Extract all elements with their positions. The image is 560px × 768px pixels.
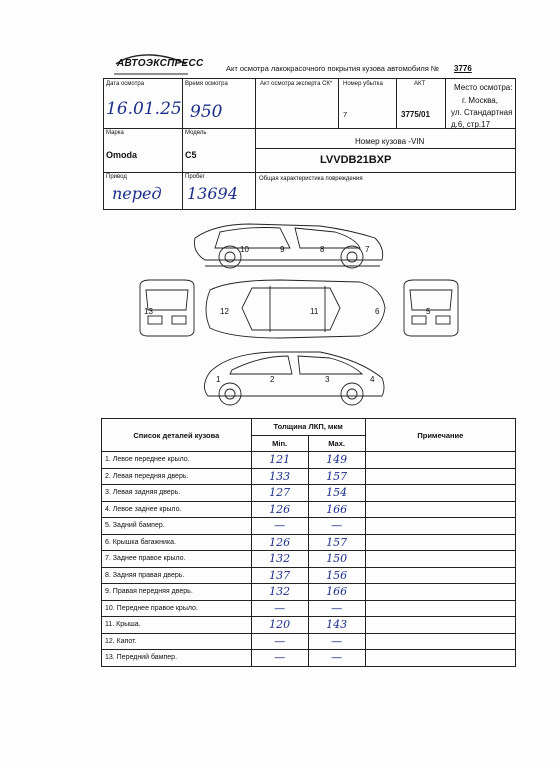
mileage-value: 13694 [187,184,238,203]
table-row [102,567,516,584]
diagram-number: 11 [310,307,319,316]
col-min-header: Min. [251,435,308,452]
max-value: — [308,518,365,535]
max-value: 166 [308,501,365,518]
vin-label: Номер кузова -VIN [355,137,425,146]
min-value: 127 [251,485,308,502]
max-value: 150 [308,551,365,568]
place-line-2: ул. Стандартная [451,108,513,117]
model-label: Модель [185,130,207,136]
damage-number-value: 7 [343,110,348,119]
table-row [102,584,516,601]
note-cell [365,567,515,584]
diagram-number: 9 [280,245,285,254]
part-name: 2. Левая передняя дверь. [102,468,252,485]
paint-thickness-table [101,418,516,667]
mileage-label: Пробег [185,174,205,180]
col-note-header: Примечание [365,419,515,452]
part-name: 5. Задний бампер. [102,518,252,535]
info-grid [103,78,516,210]
table-row [102,518,516,535]
diagram-number: 7 [365,245,370,254]
min-value: 132 [251,551,308,568]
note-cell [365,485,515,502]
note-cell [365,501,515,518]
diagram-number: 12 [220,307,229,316]
date-label: Дата осмотра [106,81,145,87]
table-row [102,534,516,551]
table-row [102,452,516,469]
diagram-number: 8 [320,245,325,254]
note-cell [365,617,515,634]
document-number: 3776 [454,64,472,73]
note-cell [365,584,515,601]
drive-label: Привод [106,174,127,180]
part-name: 10. Переднее правое крыло. [102,600,252,617]
act-label: АКТ [414,81,426,87]
min-value: — [251,518,308,535]
note-cell [365,650,515,667]
max-value: 166 [308,584,365,601]
place-line-3: д.6, стр.17 [451,120,491,129]
note-cell [365,600,515,617]
min-value: 132 [251,584,308,601]
model-value: C5 [185,150,197,160]
parts-table-body [102,452,516,667]
max-value: — [308,600,365,617]
min-value: — [251,650,308,667]
drive-value: перед [112,184,162,203]
note-cell [365,551,515,568]
min-value: 133 [251,468,308,485]
table-row [102,501,516,518]
diagram-number: 2 [270,375,275,384]
max-value: 156 [308,567,365,584]
part-name: 9. Правая передняя дверь. [102,584,252,601]
min-value: 137 [251,567,308,584]
col-max-header: Max. [308,435,365,452]
part-name: 11. Крыша. [102,617,252,634]
damage-description-label: Общая характеристика повреждения [259,176,363,182]
note-cell [365,452,515,469]
diagram-number: 3 [325,375,330,384]
act-value: 3775/01 [401,110,430,119]
diagram-number: 6 [375,307,380,316]
time-value: 950 [190,102,223,122]
table-row [102,617,516,634]
diagram-number: 13 [144,307,153,316]
max-value: — [308,633,365,650]
part-name: 3. Левая задняя дверь. [102,485,252,502]
col-parts-header: Список деталей кузова [102,419,252,452]
diagram-number: 1 [216,375,221,384]
max-value: 149 [308,452,365,469]
time-label: Время осмотра [185,81,228,87]
note-cell [365,633,515,650]
damage-number-label: Номер убытка [343,81,383,87]
table-row [102,468,516,485]
min-value: — [251,600,308,617]
note-cell [365,518,515,535]
part-name: 13. Передний бампер. [102,650,252,667]
diagram-number: 5 [426,307,431,316]
part-name: 8. Задняя правая дверь. [102,567,252,584]
part-name: 4. Левое заднее крыло. [102,501,252,518]
table-row [102,600,516,617]
place-line-1: г. Москва, [462,96,498,105]
place-label: Место осмотра: [454,83,513,92]
table-row [102,551,516,568]
make-label: Марка [106,130,124,136]
min-value: 121 [251,452,308,469]
date-value: 16.01.25 [106,99,182,119]
max-value: 157 [308,534,365,551]
part-name: 12. Капот. [102,633,252,650]
document-title: Акт осмотра лакокрасочного покрытия кузова автомобиля № [226,64,439,73]
part-name: 1. Левое переднее крыло. [102,452,252,469]
table-row [102,485,516,502]
note-cell [365,468,515,485]
brand-name: АВТОЭКСПРЕСС [117,58,204,69]
vin-value: LVVDB21BXP [320,154,392,166]
min-value: 126 [251,501,308,518]
part-name: 6. Крышка багажника. [102,534,252,551]
max-value: — [308,650,365,667]
diagram-number: 10 [240,245,249,254]
car-body-diagram [120,210,480,415]
max-value: 154 [308,485,365,502]
expert-act-label: Акт осмотра эксперта СК* [260,81,333,87]
diagram-number: 4 [370,375,375,384]
col-thickness-header: Толщина ЛКП, мкм [251,419,365,436]
max-value: 143 [308,617,365,634]
make-value: Omoda [106,150,138,160]
min-value: 120 [251,617,308,634]
part-name: 7. Заднее правое крыло. [102,551,252,568]
max-value: 157 [308,468,365,485]
min-value: 126 [251,534,308,551]
note-cell [365,534,515,551]
table-row [102,633,516,650]
table-row [102,650,516,667]
min-value: — [251,633,308,650]
